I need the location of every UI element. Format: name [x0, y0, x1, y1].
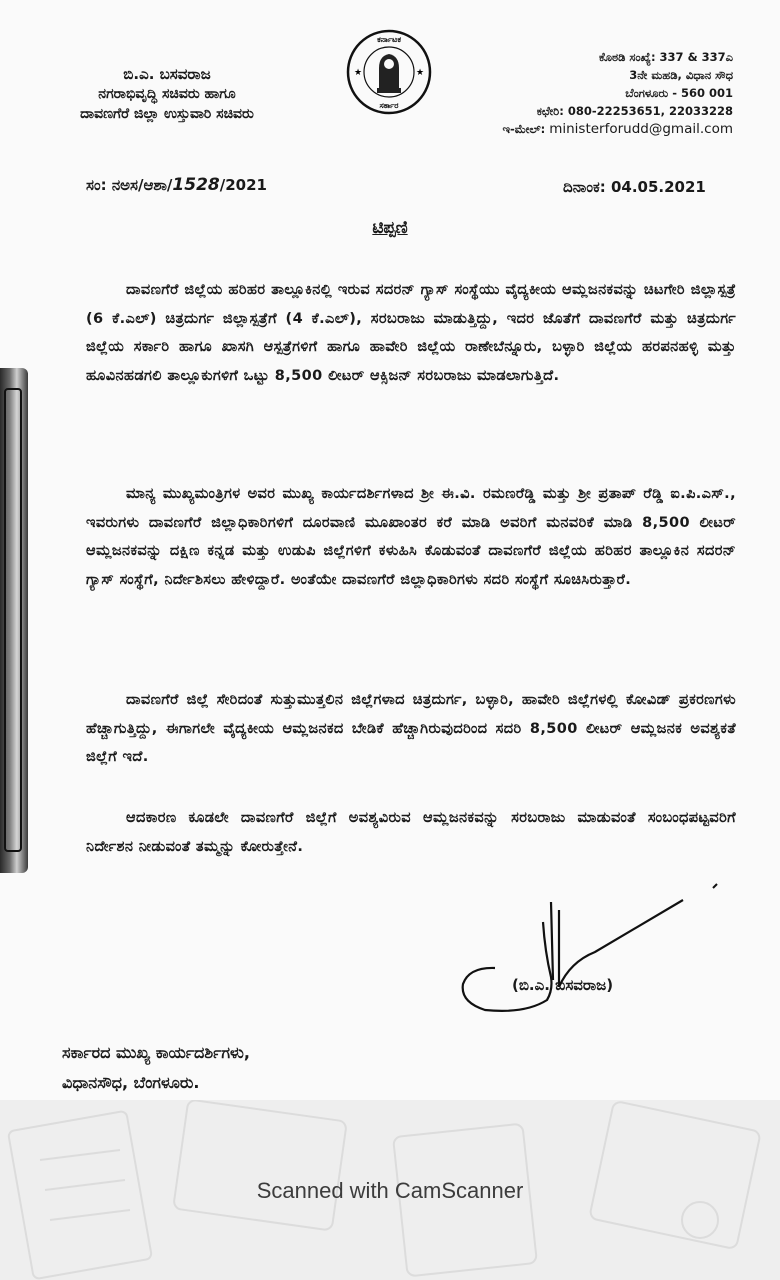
- recipient-line1: ಸರ್ಕಾರದ ಮುಖ್ಯ ಕಾರ್ಯದರ್ಶಿಗಳು,: [62, 1043, 250, 1062]
- reference-prefix: ಸಂ: ನಅಸ/ಆಶಾ/: [86, 176, 173, 194]
- paragraph-1: [86, 276, 736, 390]
- svg-text:ಕರ್ನಾಟಕ: ಕರ್ನಾಟಕ: [377, 35, 401, 44]
- reference-number: [86, 175, 267, 195]
- paragraph-4: [86, 804, 736, 861]
- paragraph-3: [86, 686, 736, 772]
- svg-text:ಸರ್ಕಾರ: ಸರ್ಕಾರ: [379, 101, 399, 110]
- office-email-row: [475, 120, 733, 138]
- handwritten-signature: [455, 882, 725, 1022]
- reference-suffix: /2021: [219, 176, 267, 194]
- paragraph-2-text: ಮಾನ್ಯ ಮುಖ್ಯಮಂತ್ರಿಗಳ ಅವರ ಮುಖ್ಯ ಕಾರ್ಯದರ್ಶಿಗಳಾದ ಶ್ರೀ ಈ.ವಿ. ರಮಣರೆಡ್ಡಿ ಮತ್ತು ಶ್ರೀ ಪ್ರತಾಪ್ ರೆಡ್ಡಿ ಐ.ಪಿ.ಎಸ್., ಇವರುಗಳು ದಾವಣಗೆರೆ ಜಿಲ್ಲಾಧಿಕಾರಿಗಳಿಗೆ ದೂರವಾಣಿ ಮೂಖಾಂತರ ಕರೆ ಮಾಡಿ ಅವರಿಗೆ ಮನವರಿಕೆ ಮಾಡಿ 8,500 ಲೀಟರ್ ಆಮ್ಲಜನಕವನ್ನು ದಕ್ಷಿಣ ಕನ್ನಡ ಮತ್ತು ಉಡುಪಿ ಜಿಲ್ಲೆಗಳಿಗೆ ಕಳುಹಿಸಿ ಕೊಡುವಂತೆ ದಾವಣಗೆರೆ ಜಿಲ್ಲೆಯ ಹರಿಹರ ತಾಲ್ಲೂಕಿನ ಸದರನ್ ಗ್ಯಾಸ್ ಸಂಸ್ಥೆಗೆ, ನಿರ್ದೇಶಿಸಲು ಹೇಳಿದ್ದಾರೆ. ಅಂತೆಯೇ ದಾವಣಗೆರೆ ಜಿಲ್ಲಾಧಿಕಾರಿಗಳು ಸದರಿ ಸಂಸ್ಥೆಗೆ ಸೂಚಿಸಿರುತ್ತಾರೆ.: [86, 486, 736, 588]
- signatory-name: (ಬಿ.ಎ. ಬಸವರಾಜ): [512, 976, 614, 994]
- office-floor: 3ನೇ ಮಹಡಿ, ವಿಧಾನ ಸೌಧ: [629, 68, 733, 82]
- office-city: ಬೆಂಗಳೂರು - 560 001: [625, 86, 733, 100]
- office-room: ಕೊಠಡಿ ಸಂಖ್ಯೆ: 337 & 337ಎ: [599, 50, 733, 64]
- paragraph-2: [86, 480, 736, 594]
- camscanner-footer: [0, 1100, 780, 1280]
- office-phone: ಕಛೇರಿ: 080-22253651, 22033228: [536, 104, 733, 118]
- sender-block: [42, 64, 292, 124]
- reference-handwritten-number: 1528: [172, 175, 220, 195]
- svg-text:★: ★: [416, 68, 425, 78]
- paragraph-4-text: ಆದಕಾರಣ ಕೂಡಲೇ ದಾವಣಗೆರೆ ಜಿಲ್ಲೆಗೆ ಅವಶ್ಯವಿರುವ ಆಮ್ಲಜನಕವನ್ನು ಸರಬರಾಜು ಮಾಡುವಂತೆ ಸಂಬಂಧಪಟ್ಟವರಿಗೆ ನಿರ್ದೇಶನ ನೀಡುವಂತೆ ತಮ್ಮನ್ನು ಕೋರುತ್ತೇನೆ.: [86, 810, 736, 855]
- email-address: ministerforudd@gmail.com: [549, 121, 733, 137]
- karnataka-emblem-icon: [345, 28, 433, 116]
- office-contact-block: [475, 48, 733, 138]
- sender-title-line2: ದಾವಣಗೆರೆ ಜಿಲ್ಲಾ ಉಸ್ತುವಾರಿ ಸಚಿವರು: [80, 106, 254, 122]
- paragraph-3-text: ದಾವಣಗೆರೆ ಜಿಲ್ಲೆ ಸೇರಿದಂತೆ ಸುತ್ತುಮುತ್ತಲಿನ ಜಿಲ್ಲೆಗಳಾದ ಚಿತ್ರದುರ್ಗ, ಬಳ್ಳಾರಿ, ಹಾವೇರಿ ಜಿಲ್ಲೆಗಳಲ್ಲಿ ಕೋವಿಡ್ ಪ್ರಕರಣಗಳು ಹೆಚ್ಚಾಗುತ್ತಿದ್ದು, ಈಗಾಗಲೇ ವೈದ್ಯಕೀಯ ಆಮ್ಲಜನಕದ ಬೇಡಿಕೆ ಹೆಚ್ಚಾಗಿರುವುದರಿಂದ ಸದರಿ 8,500 ಲೀಟರ್ ಆಮ್ಲಜನಕ ಅವಶ್ಯಕತೆ ಜಿಲ್ಲೆಗೆ ಇದೆ.: [86, 692, 736, 765]
- sender-name: ಬಿ.ಎ. ಬಸವರಾಜ: [123, 65, 211, 83]
- recipient-line2: ವಿಧಾನಸೌಧ, ಬೆಂಗಳೂರು.: [62, 1073, 200, 1092]
- email-label: ಇ-ಮೇಲ್:: [502, 122, 546, 136]
- document-title: ಟಿಪ್ಪಣಿ: [372, 218, 408, 238]
- camscanner-watermark: Scanned with CamScanner: [256, 1178, 524, 1203]
- paragraph-1-text: ದಾವಣಗೆರೆ ಜಿಲ್ಲೆಯ ಹರಿಹರ ತಾಲ್ಲೂಕಿನಲ್ಲಿ ಇರುವ ಸದರನ್ ಗ್ಯಾಸ್ ಸಂಸ್ಥೆಯು ವೈದ್ಯಕೀಯ ಆಮ್ಲಜನಕವನ್ನು ಚಿಟಗೇರಿ ಜಿಲ್ಲಾಸ್ಪತ್ರೆ (6 ಕೆ.ಎಲ್) ಚಿತ್ರದುರ್ಗ ಜಿಲ್ಲಾಸ್ಪತ್ರೆಗೆ (4 ಕೆ.ಎಲ್), ಸರಬರಾಜು ಮಾಡುತ್ತಿದ್ದು, ಇದರ ಜೊತೆಗೆ ದಾವಣಗೆರೆ ಮತ್ತು ಚಿತ್ರದುರ್ಗ ಜಿಲ್ಲೆಯ ಸರ್ಕಾರಿ ಹಾಗೂ ಖಾಸಗಿ ಆಸ್ಪತ್ರೆಗಳಿಗೆ ಹಾಗೂ ಹಾವೇರಿ ಜಿಲ್ಲೆಯ ರಾಣೇಬೆನ್ನೂರು, ಬಳ್ಳಾರಿ ಜಿಲ್ಲೆಯ ಹರಪನಹಳ್ಳಿ ಮತ್ತು ಹೂವಿನಹಡಗಲಿ ತಾಲ್ಲೂಕುಗಳಿಗೆ ಒಟ್ಟು 8,500 ಲೀಟರ್ ಆಕ್ಸಿಜನ್ ಸರಬರಾಜು ಮಾಡಲಾಗುತ್ತಿದೆ.: [86, 282, 736, 384]
- document-date: ದಿನಾಂಕ: 04.05.2021: [563, 178, 706, 196]
- recipient-block: [62, 1038, 250, 1098]
- binder-clip-edge: [0, 368, 28, 873]
- svg-text:★: ★: [354, 68, 363, 78]
- sender-title-line1: ನಗರಾಭಿವೃದ್ಧಿ ಸಚಿವರು ಹಾಗೂ: [98, 86, 236, 102]
